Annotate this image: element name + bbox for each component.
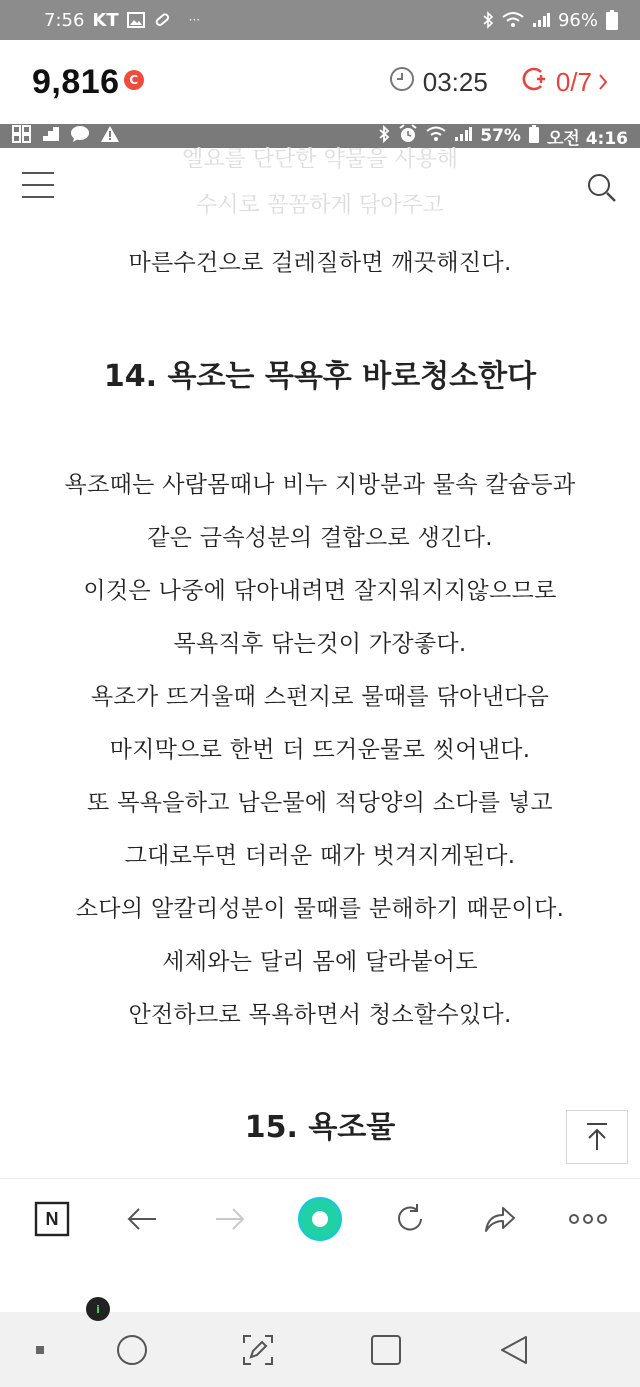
inner-time: 오전 4:16 xyxy=(546,128,628,149)
share-button[interactable] xyxy=(478,1197,522,1241)
home-button[interactable] xyxy=(114,1332,150,1368)
bluetooth-icon xyxy=(482,11,494,29)
browser-toolbar xyxy=(0,1178,640,1258)
reading-timer xyxy=(389,66,488,99)
refresh-button[interactable] xyxy=(388,1197,432,1241)
blog-header xyxy=(0,148,640,230)
recents-button[interactable] xyxy=(368,1332,404,1368)
home-circle-icon xyxy=(115,1333,149,1367)
battery-icon xyxy=(606,10,618,30)
status-time: 7:56 xyxy=(44,9,85,31)
forward-arrow-icon xyxy=(214,1207,246,1231)
section-heading-14: 14. 욕조는 목욕후 바로청소한다 xyxy=(103,359,537,394)
refresh-icon xyxy=(393,1202,427,1236)
signal-icon xyxy=(532,12,550,28)
back-triangle-icon xyxy=(498,1333,530,1367)
overflow-dots: ··· xyxy=(188,13,201,27)
forward-button[interactable] xyxy=(208,1197,252,1241)
carrier-name: KT xyxy=(92,9,119,31)
back-button[interactable] xyxy=(120,1197,164,1241)
paragraph-line: 같은 금속성분의 결합으로 생긴다. xyxy=(147,525,493,551)
recents-icon xyxy=(369,1333,403,1367)
chevron-right-icon xyxy=(598,67,608,98)
system-status-bar xyxy=(0,0,640,40)
android-nav-bar xyxy=(0,1312,640,1387)
naver-logo-label: N xyxy=(45,1208,59,1229)
clock-icon xyxy=(389,66,415,99)
pill-icon xyxy=(153,11,171,29)
green-dot-icon xyxy=(296,1195,344,1243)
ghost-line: 엘요를 단단한 약물을 사용해 xyxy=(181,147,458,172)
menu-icon[interactable] xyxy=(22,172,54,200)
paragraph-line: 또 목욕을하고 남은물에 적당양의 소다를 넣고 xyxy=(87,790,553,816)
back-arrow-icon xyxy=(126,1207,158,1231)
search-icon[interactable] xyxy=(586,172,618,204)
coin-icon: C xyxy=(124,70,144,90)
paragraph-line: 욕조가 뜨거울때 스펀지로 물때를 닦아낸다음 xyxy=(90,684,550,710)
reward-bar xyxy=(0,40,640,124)
paragraph-line: 그대로두면 더러운 때가 벗겨지게된다. xyxy=(124,843,516,869)
paragraph-line: 세제와는 달리 몸에 달라붙어도 xyxy=(162,949,478,975)
battery-percent: 96% xyxy=(557,9,598,31)
points-value: 9,816 xyxy=(32,62,120,101)
section-heading-15: 15. 욕조물 xyxy=(244,1110,396,1145)
reward-progress[interactable] xyxy=(522,66,608,99)
arrow-up-icon xyxy=(584,1122,610,1152)
more-button[interactable] xyxy=(566,1197,610,1241)
paragraph-line: 이것은 나중에 닦아내려면 잘지워지지않으므로 xyxy=(83,578,557,604)
scroll-to-top-button[interactable] xyxy=(566,1110,628,1164)
coin-plus-icon xyxy=(522,66,550,99)
timer-value: 03:25 xyxy=(422,66,488,97)
edit-screenshot-button[interactable] xyxy=(240,1332,276,1368)
dot-icon[interactable] xyxy=(22,1332,58,1368)
inner-battery-percent: 57% xyxy=(480,126,521,146)
progress-value: 0/7 xyxy=(555,66,592,97)
paragraph-line: 안전하므로 목욕하면서 청소할수있다. xyxy=(128,1002,512,1028)
image-icon xyxy=(127,12,145,28)
paragraph-line: 목욕직후 닦는것이 가장좋다. xyxy=(173,631,467,657)
naver-home-button[interactable] xyxy=(30,1197,74,1241)
paragraph-line: 소다의 알칼리성분이 물때를 분해하기 때문이다. xyxy=(75,896,565,922)
points-display[interactable] xyxy=(32,63,144,102)
green-dot-button[interactable] xyxy=(296,1195,344,1243)
intro-line: 마른수건으로 걸레질하면 깨끗해진다. xyxy=(128,250,512,276)
ghost-line: 수시로 꼼꼼하게 닦아주고 xyxy=(196,193,444,218)
back-nav-button[interactable] xyxy=(496,1332,532,1368)
paragraph-line: 욕조때는 사람몸때나 비누 지방분과 물속 칼슘등과 xyxy=(64,472,576,498)
wifi-icon xyxy=(502,11,524,29)
paragraph-line: 마지막으로 한번 더 뜨거운물로 씻어낸다. xyxy=(109,737,531,763)
more-icon xyxy=(568,1213,608,1225)
edit-icon xyxy=(241,1333,275,1367)
share-icon xyxy=(483,1204,517,1234)
floating-info-badge-icon[interactable]: i xyxy=(86,1297,110,1321)
